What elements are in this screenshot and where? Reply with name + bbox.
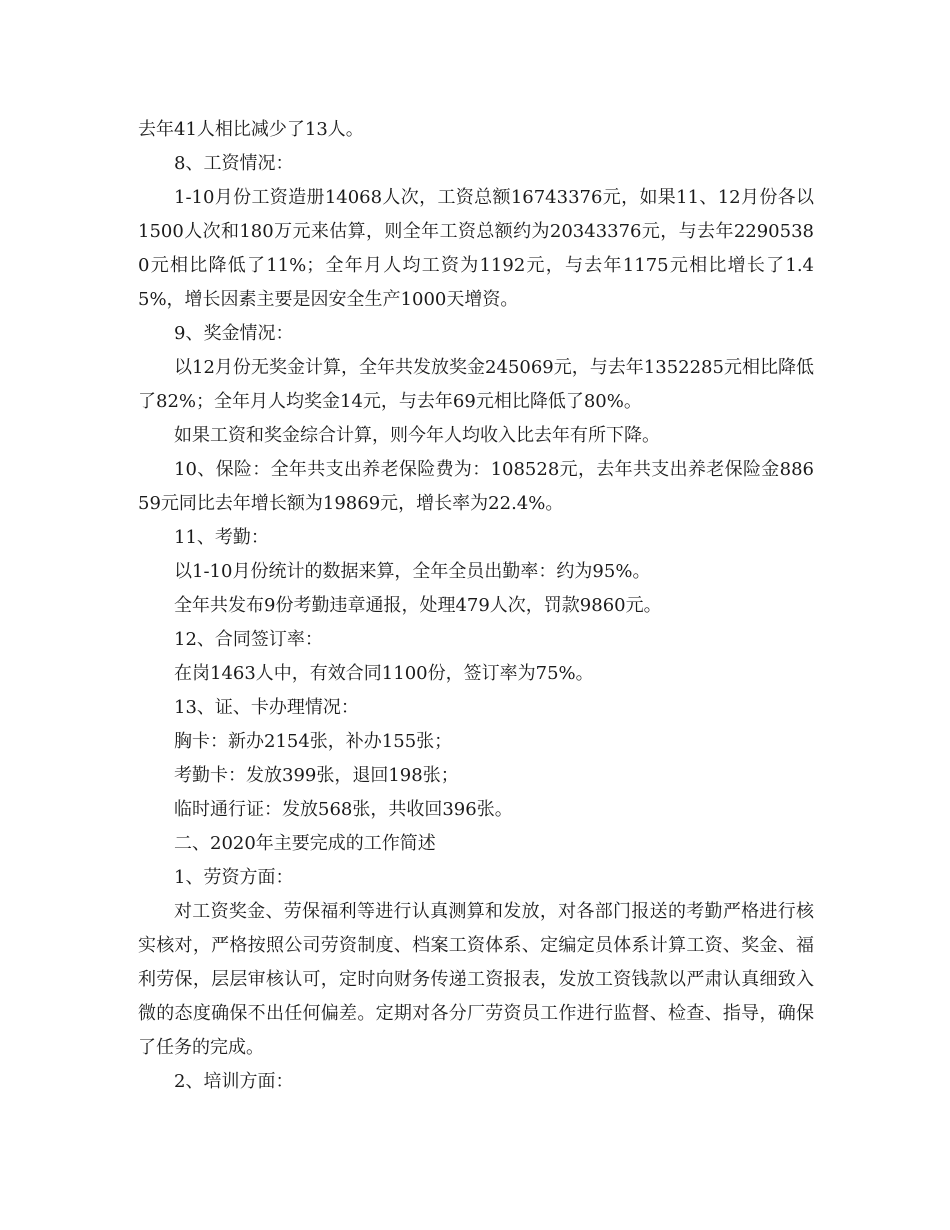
paragraph: 去年41人相比减少了13人。	[138, 119, 364, 140]
paragraph: 考勤卡：发放399张，退回198张；	[174, 765, 459, 786]
paragraph: 临时通行证：发放568张，共收回396张。	[174, 799, 513, 820]
paragraph: 如果工资和奖金综合计算，则今年人均收入比去年有所下降。	[174, 425, 660, 446]
paragraph: 胸卡：新办2154张，补办155张；	[174, 731, 453, 752]
section-heading: 2、培训方面：	[174, 1071, 294, 1092]
paragraph: 对工资奖金、劳保福利等进行认真测算和发放，对各部门报送的考勤严格进行核实核对，严格按照公司劳资制度、档案工资体系、定编定员体系计算工资、奖金、福利劳保，层层审核认可，定时向财务传递工资报表，发放工资钱款以严肃认真细致入微的态度确保不出任何偏差。定期对各分厂劳资员工作进行监督、检查、指导，确保了任务的完成。	[138, 901, 814, 1058]
section-heading: 二、2020年主要完成的工作简述	[174, 833, 436, 854]
paragraph: 以12月份无奖金计算，全年共发放奖金245069元，与去年1352285元相比降低了82%；全年月人均奖金14元，与去年69元相比降低了80%。	[138, 357, 814, 412]
section-heading: 8、工资情况：	[174, 153, 294, 174]
paragraph: 全年共发布9份考勤违章通报，处理479人次，罚款9860元。	[174, 595, 662, 616]
document-body	[138, 113, 814, 1099]
section-heading: 11、考勤：	[174, 527, 269, 548]
section-heading: 9、奖金情况：	[174, 323, 294, 344]
paragraph: 1-10月份工资造册14068人次，工资总额16743376元，如果11、12月份各以1500人次和180万元来估算，则全年工资总额约为20343376元，与去年22905380元相比降低了11%；全年月人均工资为1192元，与去年1175元相比增长了1.45%，增长因素主要是因安全生产1000天增资。	[138, 187, 814, 310]
section-heading: 1、劳资方面：	[174, 867, 294, 888]
paragraph: 在岗1463人中，有效合同1100份，签订率为75%。	[174, 663, 594, 684]
section-heading: 13、证、卡办理情况：	[174, 697, 359, 718]
paragraph: 以1-10月份统计的数据来算，全年全员出勤率：约为95%。	[174, 561, 651, 582]
paragraph: 10、保险：全年共支出养老保险费为：108528元，去年共支出养老保险金88659元同比去年增长额为19869元，增长率为22.4%。	[138, 459, 814, 514]
section-heading: 12、合同签订率：	[174, 629, 323, 650]
